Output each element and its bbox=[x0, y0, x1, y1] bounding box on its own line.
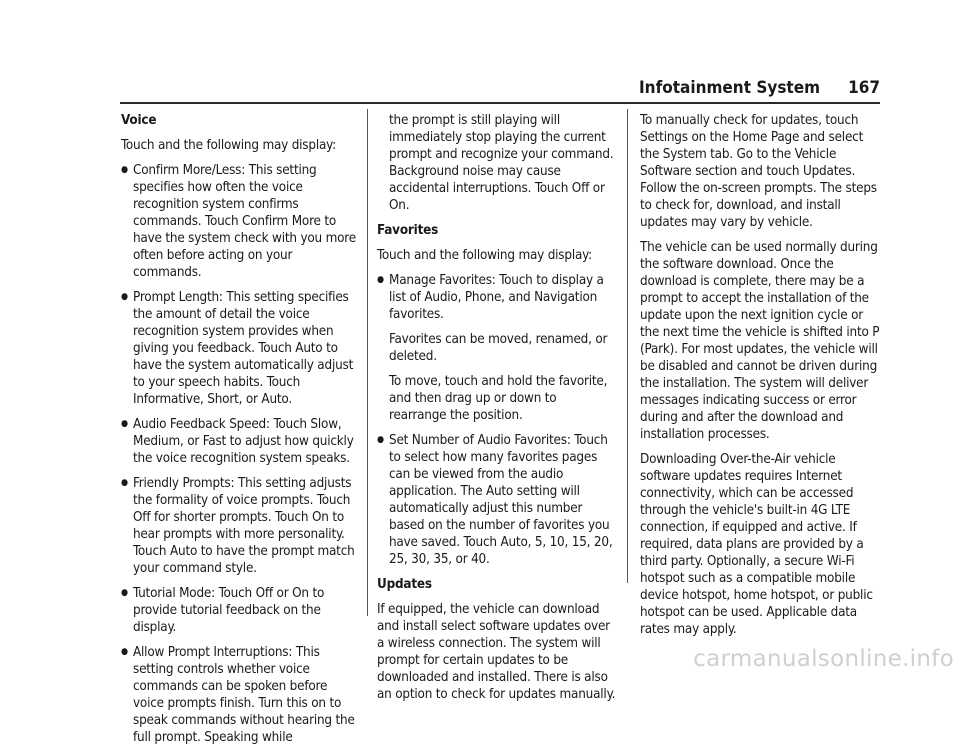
updates-heading: Updates bbox=[377, 577, 432, 592]
list-item: ● Audio Feedback Speed: Touch Slow, Medium, or Fast to adjust how quickly the voice recognition system speaks. bbox=[121, 416, 359, 467]
list-item: ● Set Number of Audio Favorites: Touch to select how many favorites pages can be viewed from the audio application. The Auto setting will automatically adjust this number based on the number of favorites you have saved. Touch Auto, 5, 10, 15, 20, 25, 30, 35, or 40. bbox=[377, 432, 617, 568]
list-item: ● Tutorial Mode: Touch Off or On to provide tutorial feedback on the display. bbox=[121, 585, 359, 636]
column-divider-2 bbox=[627, 109, 628, 583]
favorites-heading: Favorites bbox=[377, 223, 439, 238]
favorites-sub-text: Favorites can be moved, renamed, or deleted. bbox=[389, 332, 608, 364]
list-item: ● Prompt Length: This setting specifies the amount of detail the voice recognition system provides when giving you feedback. Touch Auto to have the system automatically adjust to your speech habits. Touch Informative, Short, or Auto. bbox=[121, 289, 359, 408]
page-number: 167 bbox=[848, 78, 880, 98]
watermark: carmanualsonline.info bbox=[693, 646, 954, 672]
column-divider-1 bbox=[367, 109, 368, 616]
header-rule bbox=[120, 102, 880, 104]
list-item: ● Friendly Prompts: This setting adjusts the formality of voice prompts. Touch Off for shorter prompts. Touch On to hear prompts with more personality. Touch Auto to have the prompt match your command style. bbox=[121, 475, 359, 577]
voice-settings-list bbox=[121, 162, 359, 746]
column-favorites-updates bbox=[377, 112, 617, 711]
voice-continuation: the prompt is still playing will immediately stop playing the current prompt and recognize your command. Background noise may cause accidental interruptions. Touch Off or On. bbox=[389, 113, 614, 213]
voice-heading: Voice bbox=[121, 113, 157, 128]
favorites-sub-text: To move, touch and hold the favorite, and then drag up or down to rearrange the position. bbox=[389, 374, 608, 423]
column-updates-details bbox=[640, 112, 880, 646]
updates-text: If equipped, the vehicle can download and install select software updates over a wireless connection. The system will prompt for certain updates to be downloaded and installed. There is also an option to check for updates manually. bbox=[377, 602, 616, 702]
favorites-intro: Touch and the following may display: bbox=[377, 248, 592, 263]
column-voice bbox=[121, 112, 359, 754]
favorites-list bbox=[377, 272, 617, 323]
list-item: ● Manage Favorites: Touch to display a list of Audio, Phone, and Navigation favorites. bbox=[377, 272, 617, 323]
section-title: Infotainment System bbox=[639, 78, 821, 98]
list-item: ● Allow Prompt Interruptions: This setting controls whether voice commands can be spoken before voice prompts finish. Turn this on to speak commands without hearing the full prompt. Speaking while bbox=[121, 644, 359, 746]
list-item: ● Confirm More/Less: This setting specifies how often the voice recognition system confirms commands. Touch Confirm More to have the system check with you more often before acting on your commands. bbox=[121, 162, 359, 281]
paragraph: Downloading Over-the-Air vehicle software updates requires Internet connectivity, which can be accessed through the vehicle's built-in 4G LTE connection, if equipped and active. If required, data plans are provided by a third party. Optionally, a secure Wi-Fi hotspot such as a compatible mobile device hotspot, home hotspot, or public hotspot can be used. Applicable data rates may apply. bbox=[640, 452, 873, 637]
paragraph: The vehicle can be used normally during the software download. Once the download is complete, there may be a prompt to accept the installation of the update upon the next ignition cycle or the next time the vehicle is shifted into P (Park). For most updates, the vehicle will be disabled and cannot be driven during the installation. The system will deliver messages indicating success or error during and after the download and installation processes. bbox=[640, 240, 880, 442]
voice-intro: Touch and the following may display: bbox=[121, 138, 336, 153]
paragraph: To manually check for updates, touch Settings on the Home Page and select the System tab. Go to the Vehicle Software section and touch Updates. Follow the on-screen prompts. The steps to check for, download, and install updates may vary by vehicle. bbox=[640, 113, 877, 230]
favorites-list-2 bbox=[377, 432, 617, 568]
